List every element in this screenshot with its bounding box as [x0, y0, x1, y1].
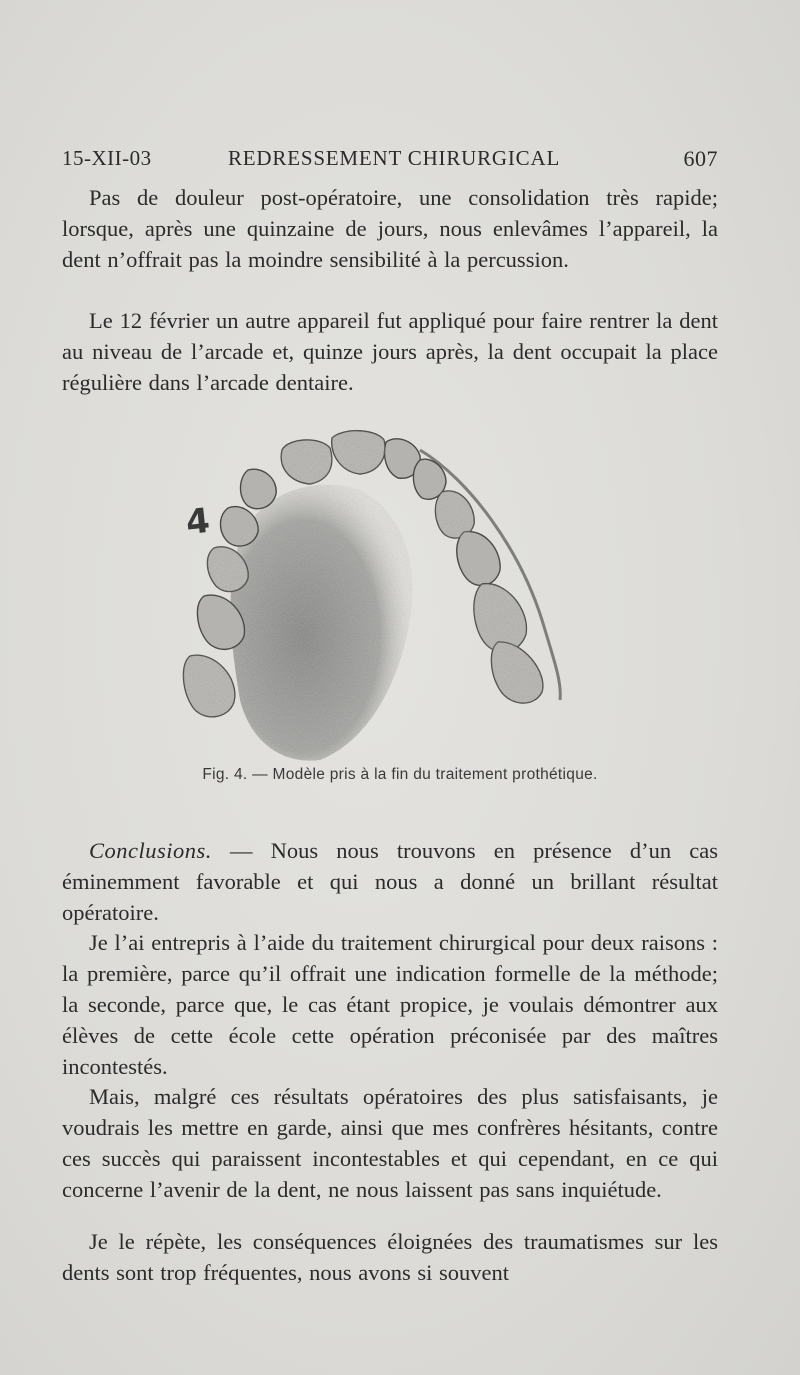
running-head-date: 15-XII-03 — [62, 146, 152, 170]
handwritten-margin-mark: 4 — [183, 500, 212, 544]
page-number: 607 — [683, 146, 718, 171]
paragraph-5: Mais, malgré ces résultats opératoires des plus satisfaisants, je voudrais les mettre en garde, ainsi que mes confrères hésitants, contre ces succès qui paraissent incontestables et qui cependant, en ce qui concerne l’avenir de la dent, ne nous laissent pas sans inquiétude. — [62, 1084, 718, 1202]
dental-arch-figure — [170, 420, 600, 768]
dental-model-illustration — [170, 420, 600, 768]
running-head-title: REDRESSEMENT CHIRURGICAL — [228, 146, 561, 170]
paragraph-conclusions — [62, 835, 718, 928]
paragraph-6: Je le répète, les conséquences éloignées des traumatismes sur les dents sont trop fréquentes, nous avons si souvent — [62, 1229, 718, 1285]
paragraph-2: Le 12 février un autre appareil fut appliqué pour faire rentrer la dent au niveau de l’arcade et, quinze jours après, la dent occupait la place régulière dans l’arcade dentaire. — [62, 308, 718, 395]
running-head — [62, 146, 718, 176]
conclusions-heading: Conclusions. — [89, 838, 212, 863]
figure-caption: Fig. 4. — Modèle pris à la fin du traitement prothétique. — [202, 766, 598, 783]
paragraph-1: Pas de douleur post-opératoire, une consolidation très rapide; lorsque, après une quinzaine de jours, nous enlevâmes l’appareil, la dent n’offrait pas la moindre sensibilité à la percussion. — [62, 185, 718, 272]
conclusions-text: — Nous nous trouvons en présence d’un cas éminemment favorable et qui nous a donné un brillant résultat opératoire. — [62, 838, 718, 925]
paragraph-4: Je l’ai entrepris à l’aide du traitement chirurgical pour deux raisons : la première, parce qu’il offrait une indication formelle de la méthode; la seconde, parce que, le cas étant propice, je voulais démontrer aux élèves de cette école cette opération préconisée par des maîtres incontestés. — [62, 930, 718, 1079]
